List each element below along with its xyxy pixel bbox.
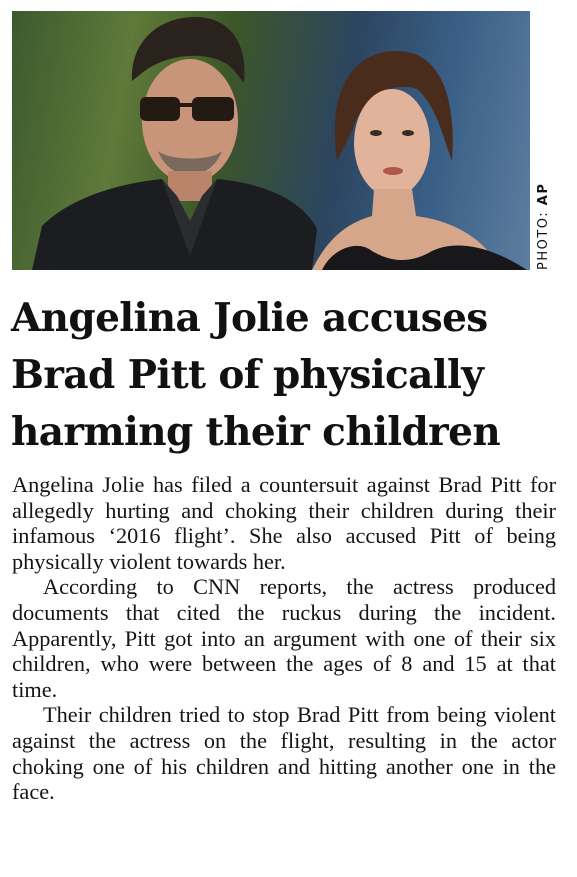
article-headline: [11, 290, 563, 461]
portrait-photo-icon: [12, 11, 530, 270]
article-photo: [12, 11, 530, 270]
photo-credit-label: PHOTO:: [536, 205, 551, 270]
headline-line: Brad Pitt of physically: [11, 352, 484, 398]
headline-line: harming their children: [11, 409, 501, 455]
headline-line: Angelina Jolie accuses: [11, 295, 488, 341]
photo-credit-source: AP: [536, 182, 551, 206]
article-body: [12, 472, 556, 805]
photo-credit: [536, 183, 551, 270]
article-paragraph: According to CNN reports, the actress produced documents that cited the ruckus during the incident. Apparently, Pitt got into an argument with one of their six children, who were between the ages of 8 and 15 at that time.: [12, 574, 556, 702]
article-paragraph: Angelina Jolie has filed a countersuit against Brad Pitt for allegedly hurting and choking their children during their infamous ‘2016 flight’. She also accused Pitt of being physically violent towards her.: [12, 472, 556, 574]
article-paragraph: Their children tried to stop Brad Pitt from being violent against the actress on the flight, resulting in the actor choking one of his children and hitting another one in the face.: [12, 702, 556, 805]
